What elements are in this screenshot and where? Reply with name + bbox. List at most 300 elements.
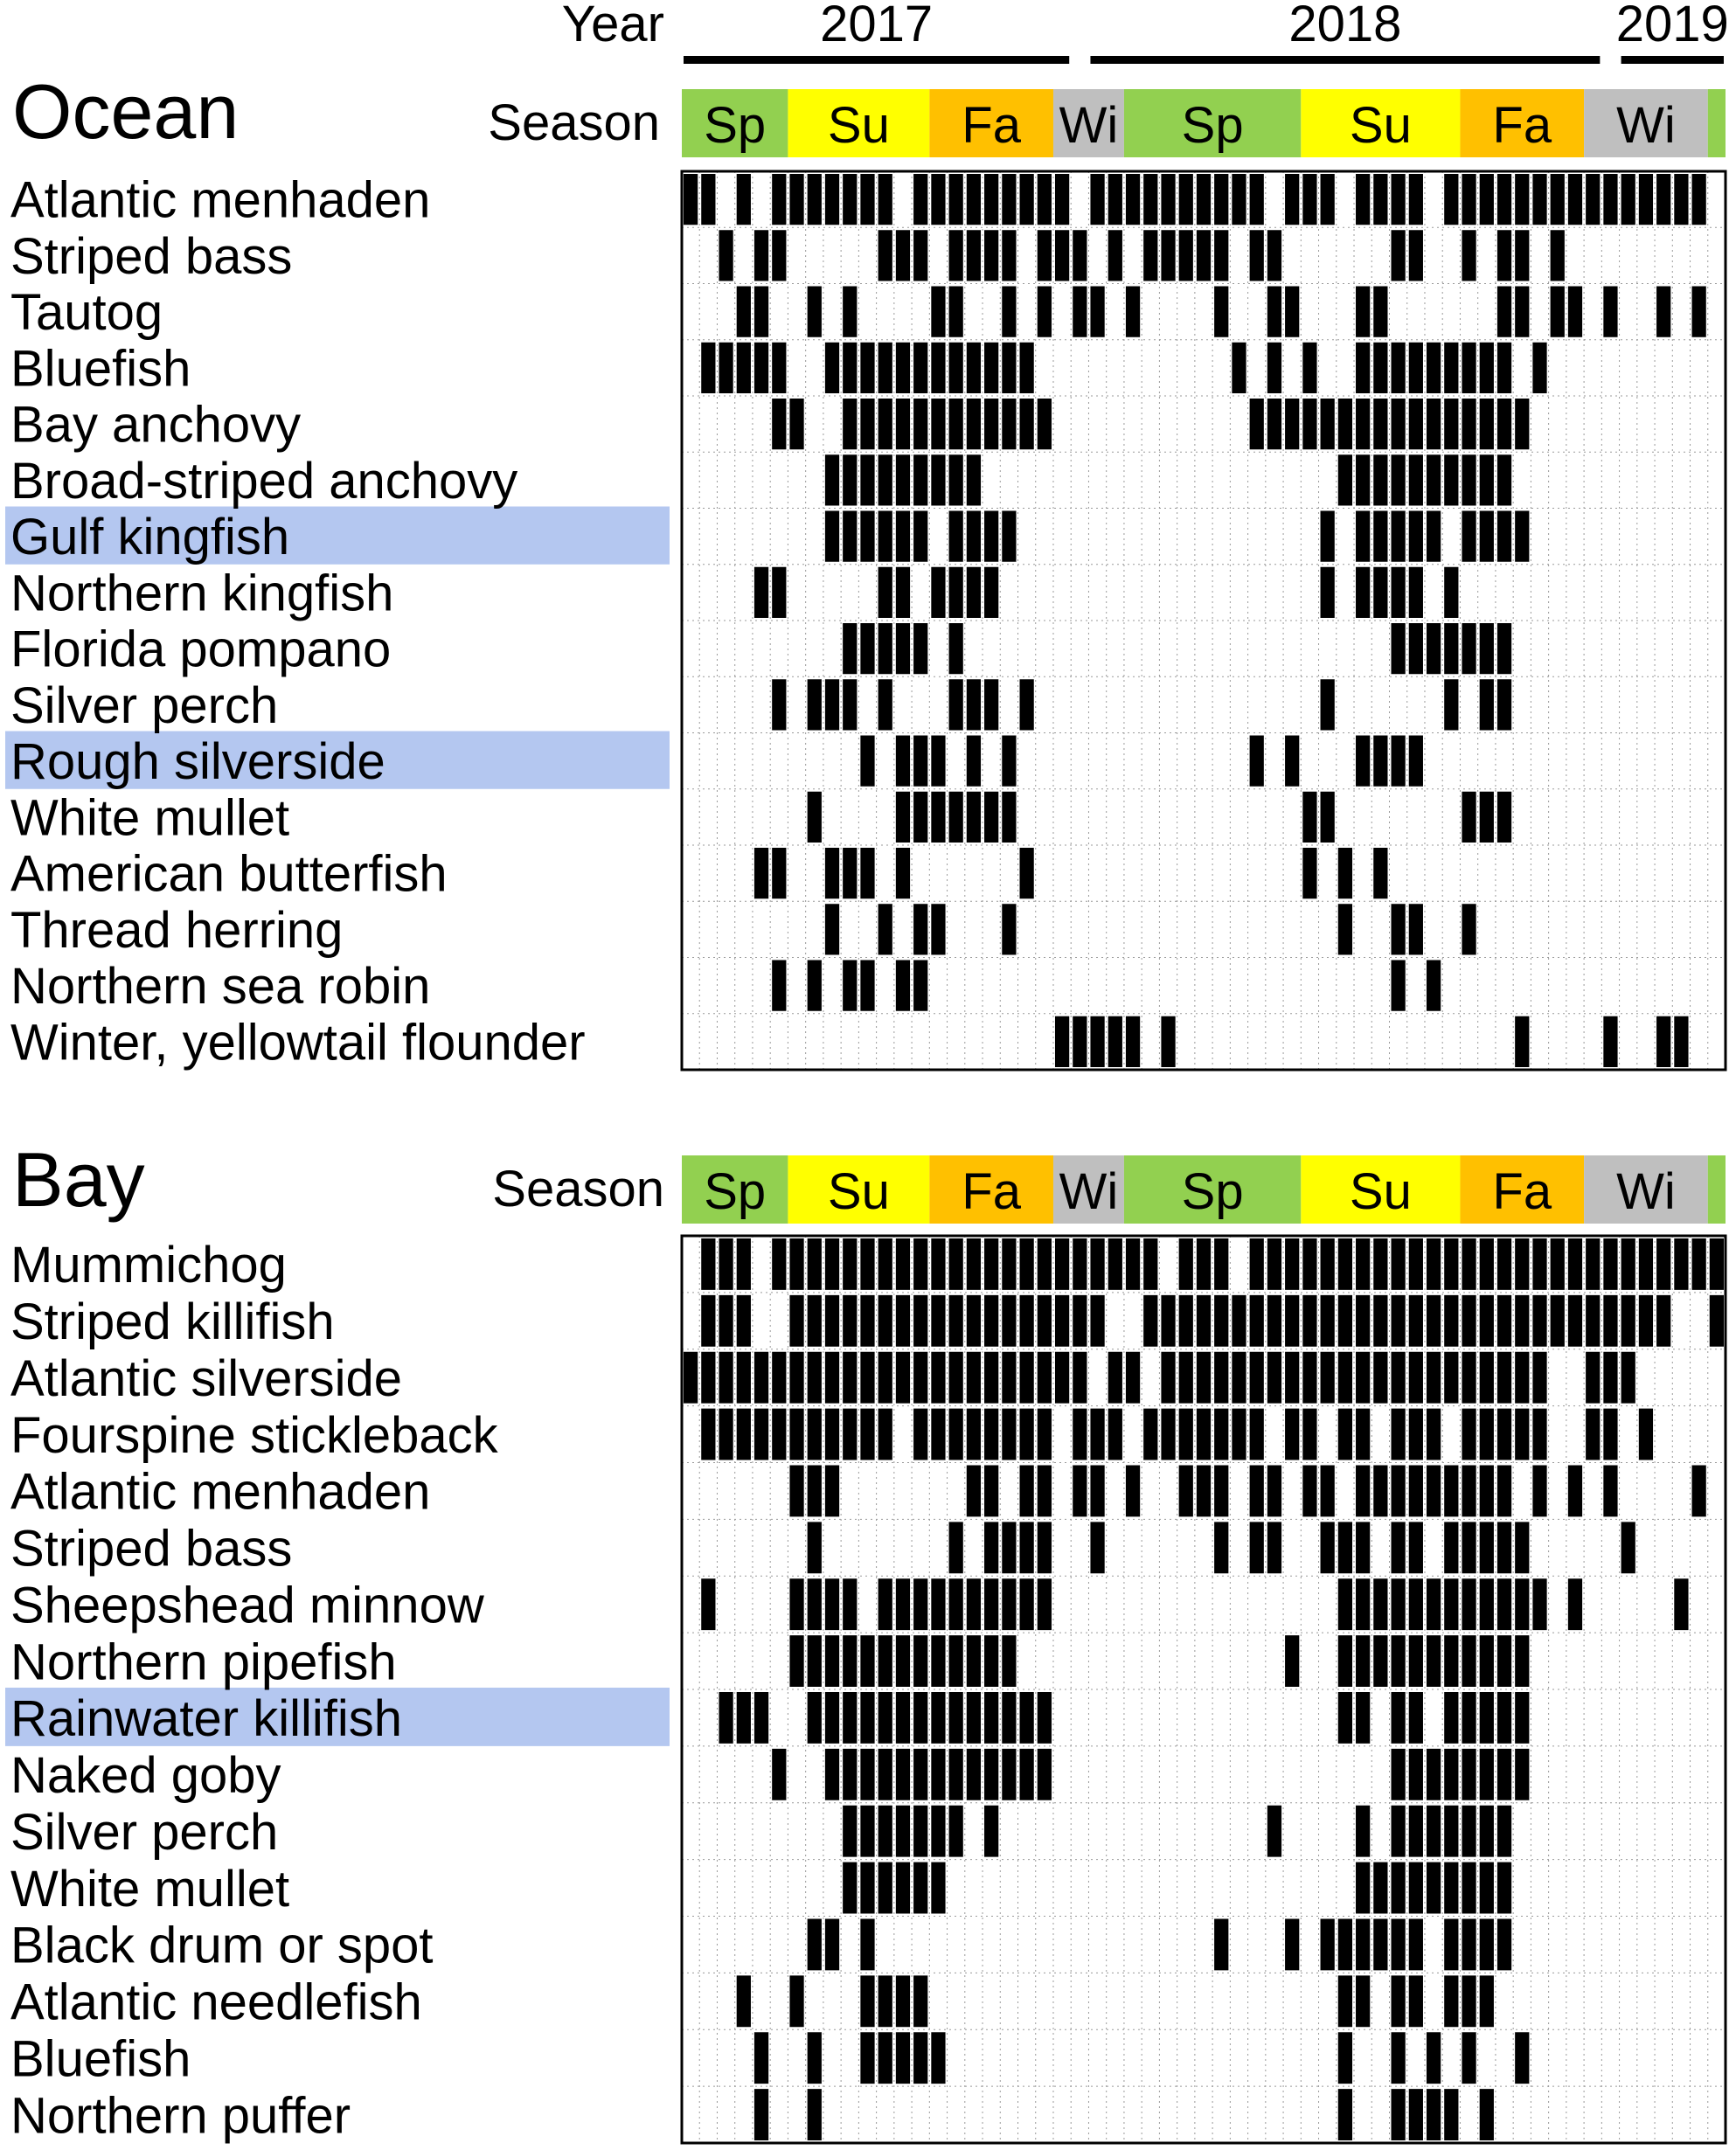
ocean-cell-tautog-25: [1126, 287, 1140, 337]
bay-species-label-striped-bass: Striped bass: [10, 1520, 293, 1578]
bay-cell-naked-goby-20: [1038, 1749, 1052, 1800]
bay-cell-atlantic-silverside-35: [1302, 1352, 1316, 1404]
ocean-panel-title: Ocean: [12, 68, 240, 155]
ocean-species-label-broad-striped-anchovy: Broad-striped anchovy: [10, 452, 518, 510]
bay-cell-northern-pipefish-12: [896, 1635, 910, 1687]
ocean-cell-striped-bass-49: [1551, 230, 1565, 281]
bay-cell-mummichog-8: [825, 1238, 839, 1290]
ocean-cell-white-mullet-35: [1302, 792, 1316, 843]
ocean-cell-bay-anchovy-36: [1321, 399, 1335, 449]
ocean-cell-striped-bass-29: [1197, 230, 1211, 281]
ocean-cell-florida-pompano-15: [949, 623, 963, 674]
ocean-cell-silver-perch-19: [1020, 679, 1034, 730]
ocean-cell-atlantic-menhaden-45: [1480, 174, 1494, 225]
bay-season-label-2: Fa: [962, 1162, 1021, 1220]
ocean-cell-florida-pompano-11: [878, 623, 892, 674]
bay-cell-sheepshead-minnow-41: [1409, 1578, 1423, 1630]
ocean-cell-northern-kingfish-36: [1321, 567, 1335, 618]
ocean-cell-atlantic-menhaden-11: [878, 174, 892, 225]
bay-species-label-rainwater-killifish: Rainwater killifish: [10, 1690, 403, 1748]
bay-cell-striped-killifish-50: [1568, 1295, 1582, 1347]
bay-cell-fourspine-stickleback-5: [772, 1409, 786, 1460]
ocean-cell-silver-perch-15: [949, 679, 963, 730]
ocean-cell-rough-silverside-32: [1250, 736, 1264, 787]
ocean-cell-broad-striped-anchovy-8: [825, 454, 839, 505]
ocean-cell-atlantic-menhaden-31: [1232, 174, 1246, 225]
ocean-species-label-white-mullet: White mullet: [10, 789, 290, 847]
bay-cell-striped-bass-36: [1321, 1522, 1335, 1573]
bay-cell-atlantic-silverside-25: [1126, 1352, 1140, 1404]
bay-cell-striped-killifish-43: [1444, 1295, 1458, 1347]
ocean-cell-winter-yellowtail-flounder-47: [1515, 1016, 1529, 1067]
year-axis-label: Year: [561, 0, 664, 52]
bay-cell-sheepshead-minnow-15: [949, 1578, 963, 1630]
bay-cell-atlantic-silverside-1: [701, 1352, 715, 1404]
bay-cell-atlantic-menhaden-50: [1568, 1466, 1582, 1517]
ocean-cell-northern-sea-robin-13: [913, 961, 927, 1011]
ocean-cell-northern-kingfish-12: [896, 567, 910, 618]
ocean-cell-gulf-kingfish-40: [1391, 511, 1405, 562]
bay-cell-northern-pipefish-47: [1515, 1635, 1529, 1687]
bay-cell-fourspine-stickleback-17: [984, 1409, 998, 1460]
bay-cell-atlantic-silverside-47: [1515, 1352, 1529, 1404]
bay-cell-silver-perch-13: [913, 1806, 927, 1857]
ocean-cell-silver-perch-16: [967, 679, 981, 730]
ocean-cell-atlantic-menhaden-24: [1108, 174, 1122, 225]
bay-cell-naked-goby-44: [1462, 1749, 1476, 1800]
bay-cell-fourspine-stickleback-26: [1143, 1409, 1157, 1460]
ocean-cell-striped-bass-41: [1409, 230, 1423, 281]
ocean-cell-tautog-38: [1356, 287, 1370, 337]
bay-cell-fourspine-stickleback-23: [1090, 1409, 1104, 1460]
bay-cell-atlantic-needlefish-44: [1462, 1975, 1476, 2027]
ocean-cell-atlantic-menhaden-8: [825, 174, 839, 225]
ocean-cell-broad-striped-anchovy-16: [967, 454, 981, 505]
bay-cell-black-drum-or-spot-45: [1480, 1919, 1494, 1971]
ocean-cell-atlantic-menhaden-7: [808, 174, 822, 225]
bay-cell-northern-pipefish-13: [913, 1635, 927, 1687]
bay-cell-northern-pipefish-43: [1444, 1635, 1458, 1687]
bay-cell-mummichog-38: [1356, 1238, 1370, 1290]
ocean-cell-bluefish-9: [843, 343, 857, 393]
bay-cell-striped-killifish-6: [789, 1295, 803, 1347]
bay-cell-fourspine-stickleback-27: [1161, 1409, 1175, 1460]
bay-cell-naked-goby-43: [1444, 1749, 1458, 1800]
bay-cell-atlantic-menhaden-44: [1462, 1466, 1476, 1517]
ocean-cell-gulf-kingfish-17: [984, 511, 998, 562]
ocean-cell-bay-anchovy-16: [967, 399, 981, 449]
ocean-cell-gulf-kingfish-11: [878, 511, 892, 562]
bay-cell-atlantic-needlefish-43: [1444, 1975, 1458, 2027]
ocean-cell-northern-sea-robin-10: [860, 961, 874, 1011]
bay-cell-atlantic-silverside-43: [1444, 1352, 1458, 1404]
bay-cell-striped-killifish-39: [1373, 1295, 1387, 1347]
bay-cell-mummichog-58: [1710, 1238, 1724, 1290]
ocean-cell-atlantic-menhaden-56: [1674, 174, 1688, 225]
bay-species-label-mummichog: Mummichog: [10, 1237, 287, 1294]
bay-cell-atlantic-silverside-15: [949, 1352, 963, 1404]
ocean-species-label-gulf-kingfish: Gulf kingfish: [10, 509, 290, 566]
ocean-cell-bay-anchovy-14: [931, 399, 945, 449]
bay-cell-striped-killifish-13: [913, 1295, 927, 1347]
bay-cell-striped-killifish-1: [701, 1295, 715, 1347]
bay-cell-white-mullet-14: [931, 1862, 945, 1914]
ocean-cell-northern-sea-robin-42: [1427, 961, 1441, 1011]
bay-cell-fourspine-stickleback-6: [789, 1409, 803, 1460]
bay-cell-sheepshead-minnow-37: [1338, 1578, 1352, 1630]
bay-cell-atlantic-silverside-20: [1038, 1352, 1052, 1404]
bay-cell-striped-bass-44: [1462, 1522, 1476, 1573]
ocean-cell-tautog-22: [1073, 287, 1087, 337]
bay-cell-mummichog-48: [1532, 1238, 1546, 1290]
bay-cell-atlantic-silverside-53: [1621, 1352, 1635, 1404]
bay-cell-naked-goby-18: [1002, 1749, 1016, 1800]
bay-cell-black-drum-or-spot-37: [1338, 1919, 1352, 1971]
ocean-cell-rough-silverside-34: [1285, 736, 1299, 787]
bay-cell-bluefish-4: [754, 2032, 768, 2084]
bay-cell-fourspine-stickleback-28: [1179, 1409, 1193, 1460]
ocean-cell-bluefish-33: [1267, 343, 1281, 393]
bay-cell-atlantic-silverside-39: [1373, 1352, 1387, 1404]
ocean-cell-bluefish-8: [825, 343, 839, 393]
bay-cell-silver-perch-44: [1462, 1806, 1476, 1857]
bay-cell-mummichog-47: [1515, 1238, 1529, 1290]
bay-cell-sheepshead-minnow-19: [1020, 1578, 1034, 1630]
ocean-cell-silver-perch-7: [808, 679, 822, 730]
bay-cell-atlantic-silverside-14: [931, 1352, 945, 1404]
bay-cell-mummichog-53: [1621, 1238, 1635, 1290]
bay-cell-northern-pipefish-44: [1462, 1635, 1476, 1687]
bay-cell-fourspine-stickleback-29: [1197, 1409, 1211, 1460]
bay-cell-fourspine-stickleback-9: [843, 1409, 857, 1460]
ocean-cell-bay-anchovy-9: [843, 399, 857, 449]
bay-cell-rainwater-killifish-40: [1391, 1692, 1405, 1744]
bay-cell-atlantic-needlefish-37: [1338, 1975, 1352, 2027]
bay-cell-mummichog-32: [1250, 1238, 1264, 1290]
ocean-cell-bluefish-18: [1002, 343, 1016, 393]
ocean-cell-florida-pompano-43: [1444, 623, 1458, 674]
ocean-cell-florida-pompano-40: [1391, 623, 1405, 674]
bay-cell-atlantic-silverside-32: [1250, 1352, 1264, 1404]
bay-cell-striped-killifish-36: [1321, 1295, 1335, 1347]
bay-cell-mummichog-45: [1480, 1238, 1494, 1290]
bay-cell-striped-killifish-41: [1409, 1295, 1423, 1347]
ocean-species-label-winter-yellowtail-flounder: Winter, yellowtail flounder: [10, 1014, 586, 1072]
ocean-cell-bay-anchovy-11: [878, 399, 892, 449]
bay-cell-striped-killifish-10: [860, 1295, 874, 1347]
bay-cell-fourspine-stickleback-48: [1532, 1409, 1546, 1460]
ocean-cell-gulf-kingfish-41: [1409, 511, 1423, 562]
bay-cell-striped-killifish-55: [1656, 1295, 1670, 1347]
bay-cell-mummichog-7: [808, 1238, 822, 1290]
bay-cell-mummichog-20: [1038, 1238, 1052, 1290]
bay-cell-fourspine-stickleback-42: [1427, 1409, 1441, 1460]
bay-cell-white-mullet-45: [1480, 1862, 1494, 1914]
bay-cell-naked-goby-15: [949, 1749, 963, 1800]
bay-cell-fourspine-stickleback-46: [1497, 1409, 1511, 1460]
bay-cell-fourspine-stickleback-30: [1214, 1409, 1228, 1460]
ocean-species-label-northern-kingfish: Northern kingfish: [10, 565, 394, 622]
bay-cell-naked-goby-40: [1391, 1749, 1405, 1800]
ocean-cell-gulf-kingfish-18: [1002, 511, 1016, 562]
ocean-cell-gulf-kingfish-15: [949, 511, 963, 562]
bay-cell-northern-pipefish-17: [984, 1635, 998, 1687]
bay-cell-northern-pipefish-38: [1356, 1635, 1370, 1687]
bay-cell-striped-killifish-7: [808, 1295, 822, 1347]
bay-cell-bluefish-47: [1515, 2032, 1529, 2084]
ocean-cell-tautog-46: [1497, 287, 1511, 337]
bay-cell-atlantic-silverside-24: [1108, 1352, 1122, 1404]
ocean-cell-striped-bass-2: [719, 230, 733, 281]
bay-cell-mummichog-56: [1674, 1238, 1688, 1290]
bay-cell-white-mullet-46: [1497, 1862, 1511, 1914]
ocean-species-label-tautog: Tautog: [10, 284, 163, 342]
bay-cell-mummichog-42: [1427, 1238, 1441, 1290]
bay-cell-silver-perch-40: [1391, 1806, 1405, 1857]
bay-cell-fourspine-stickleback-35: [1302, 1409, 1316, 1460]
ocean-cell-bluefish-19: [1020, 343, 1034, 393]
ocean-cell-thread-herring-11: [878, 904, 892, 954]
bay-cell-mummichog-46: [1497, 1238, 1511, 1290]
ocean-cell-gulf-kingfish-9: [843, 511, 857, 562]
ocean-cell-atlantic-menhaden-15: [949, 174, 963, 225]
bay-cell-silver-perch-11: [878, 1806, 892, 1857]
ocean-cell-broad-striped-anchovy-41: [1409, 454, 1423, 505]
bay-cell-northern-pipefish-37: [1338, 1635, 1352, 1687]
bay-cell-fourspine-stickleback-31: [1232, 1409, 1246, 1460]
ocean-species-label-thread-herring: Thread herring: [10, 901, 344, 959]
bay-cell-sheepshead-minnow-9: [843, 1578, 857, 1630]
bay-species-label-striped-killifish: Striped killifish: [10, 1293, 335, 1351]
bay-cell-atlantic-silverside-4: [754, 1352, 768, 1404]
bay-cell-atlantic-menhaden-23: [1090, 1466, 1104, 1517]
ocean-cell-atlantic-menhaden-5: [772, 174, 786, 225]
ocean-cell-white-mullet-7: [808, 792, 822, 843]
bay-cell-fourspine-stickleback-22: [1073, 1409, 1087, 1460]
bay-cell-atlantic-menhaden-42: [1427, 1466, 1441, 1517]
bay-cell-northern-puffer-41: [1409, 2089, 1423, 2140]
bay-cell-mummichog-15: [949, 1238, 963, 1290]
ocean-cell-rough-silverside-12: [896, 736, 910, 787]
bay-cell-striped-killifish-26: [1143, 1295, 1157, 1347]
ocean-cell-atlantic-menhaden-41: [1409, 174, 1423, 225]
bay-cell-striped-killifish-8: [825, 1295, 839, 1347]
bay-cell-sheepshead-minnow-1: [701, 1578, 715, 1630]
bay-species-label-atlantic-needlefish: Atlantic needlefish: [10, 1973, 422, 2031]
ocean-cell-northern-kingfish-16: [967, 567, 981, 618]
bay-cell-striped-bass-30: [1214, 1522, 1228, 1573]
bay-cell-rainwater-killifish-14: [931, 1692, 945, 1744]
bay-cell-striped-killifish-31: [1232, 1295, 1246, 1347]
bay-cell-mummichog-5: [772, 1238, 786, 1290]
bay-cell-atlantic-menhaden-7: [808, 1466, 822, 1517]
bay-cell-white-mullet-11: [878, 1862, 892, 1914]
bay-cell-mummichog-33: [1267, 1238, 1281, 1290]
ocean-cell-american-butterfish-19: [1020, 848, 1034, 898]
ocean-cell-white-mullet-12: [896, 792, 910, 843]
ocean-cell-atlantic-menhaden-3: [737, 174, 751, 225]
ocean-cell-bluefish-14: [931, 343, 945, 393]
bay-season-strip: [682, 1155, 1726, 1224]
ocean-cell-silver-perch-17: [984, 679, 998, 730]
bay-cell-striped-bass-38: [1356, 1522, 1370, 1573]
bay-cell-atlantic-silverside-11: [878, 1352, 892, 1404]
ocean-cell-broad-striped-anchovy-43: [1444, 454, 1458, 505]
bay-cell-white-mullet-13: [913, 1862, 927, 1914]
bay-cell-striped-bass-45: [1480, 1522, 1494, 1573]
bay-cell-atlantic-silverside-40: [1391, 1352, 1405, 1404]
ocean-cell-atlantic-menhaden-17: [984, 174, 998, 225]
bay-cell-atlantic-silverside-46: [1497, 1352, 1511, 1404]
ocean-cell-tautog-52: [1603, 287, 1617, 337]
ocean-cell-silver-perch-8: [825, 679, 839, 730]
ocean-cell-florida-pompano-45: [1480, 623, 1494, 674]
ocean-cell-bay-anchovy-15: [949, 399, 963, 449]
bay-cell-black-drum-or-spot-46: [1497, 1919, 1511, 1971]
bay-panel: [5, 1136, 1726, 2144]
bay-cell-atlantic-silverside-3: [737, 1352, 751, 1404]
bay-cell-atlantic-silverside-29: [1197, 1352, 1211, 1404]
ocean-cell-florida-pompano-44: [1462, 623, 1476, 674]
bay-cell-striped-killifish-9: [843, 1295, 857, 1347]
bay-cell-northern-pipefish-18: [1002, 1635, 1016, 1687]
bay-cell-atlantic-silverside-9: [843, 1352, 857, 1404]
bay-cell-atlantic-menhaden-19: [1020, 1466, 1034, 1517]
bay-cell-bluefish-44: [1462, 2032, 1476, 2084]
bay-cell-silver-perch-42: [1427, 1806, 1441, 1857]
bay-cell-sheepshead-minnow-18: [1002, 1578, 1016, 1630]
bay-cell-mummichog-6: [789, 1238, 803, 1290]
ocean-cell-striped-bass-20: [1038, 230, 1052, 281]
ocean-cell-tautog-57: [1692, 287, 1706, 337]
ocean-cell-tautog-39: [1373, 287, 1387, 337]
ocean-cell-winter-yellowtail-flounder-25: [1126, 1016, 1140, 1067]
ocean-cell-atlantic-menhaden-54: [1639, 174, 1653, 225]
bay-cell-fourspine-stickleback-52: [1603, 1409, 1617, 1460]
bay-cell-mummichog-17: [984, 1238, 998, 1290]
bay-cell-striped-killifish-35: [1302, 1295, 1316, 1347]
ocean-cell-bay-anchovy-18: [1002, 399, 1016, 449]
ocean-cell-striped-bass-22: [1073, 230, 1087, 281]
ocean-cell-striped-bass-18: [1002, 230, 1016, 281]
ocean-cell-atlantic-menhaden-9: [843, 174, 857, 225]
bay-cell-rainwater-killifish-2: [719, 1692, 733, 1744]
bay-cell-mummichog-34: [1285, 1238, 1299, 1290]
bay-cell-fourspine-stickleback-32: [1250, 1409, 1264, 1460]
bay-cell-atlantic-menhaden-6: [789, 1466, 803, 1517]
bay-cell-mummichog-3: [737, 1238, 751, 1290]
bay-cell-silver-perch-33: [1267, 1806, 1281, 1857]
bay-cell-mummichog-16: [967, 1238, 981, 1290]
ocean-cell-tautog-20: [1038, 287, 1052, 337]
bay-cell-sheepshead-minnow-50: [1568, 1578, 1582, 1630]
bay-cell-sheepshead-minnow-11: [878, 1578, 892, 1630]
ocean-cell-broad-striped-anchovy-42: [1427, 454, 1441, 505]
ocean-cell-bay-anchovy-45: [1480, 399, 1494, 449]
ocean-cell-silver-perch-11: [878, 679, 892, 730]
ocean-cell-broad-striped-anchovy-40: [1391, 454, 1405, 505]
bay-cell-fourspine-stickleback-40: [1391, 1409, 1405, 1460]
bay-cell-atlantic-menhaden-45: [1480, 1466, 1494, 1517]
bay-season-label-7: Wi: [1616, 1162, 1676, 1220]
bay-cell-atlantic-needlefish-10: [860, 1975, 874, 2027]
bay-cell-northern-pipefish-8: [825, 1635, 839, 1687]
ocean-cell-atlantic-menhaden-39: [1373, 174, 1387, 225]
bay-cell-striped-killifish-3: [737, 1295, 751, 1347]
bay-cell-atlantic-silverside-30: [1214, 1352, 1228, 1404]
bay-cell-atlantic-menhaden-20: [1038, 1466, 1052, 1517]
ocean-cell-tautog-55: [1656, 287, 1670, 337]
bay-cell-fourspine-stickleback-13: [913, 1409, 927, 1460]
bay-cell-silver-perch-14: [931, 1806, 945, 1857]
bay-cell-white-mullet-44: [1462, 1862, 1476, 1914]
ocean-cell-silver-perch-43: [1444, 679, 1458, 730]
ocean-cell-gulf-kingfish-8: [825, 511, 839, 562]
ocean-cell-striped-bass-17: [984, 230, 998, 281]
bay-cell-fourspine-stickleback-3: [737, 1409, 751, 1460]
bay-cell-atlantic-silverside-28: [1179, 1352, 1193, 1404]
bay-cell-mummichog-29: [1197, 1238, 1211, 1290]
bay-cell-naked-goby-16: [967, 1749, 981, 1800]
bay-cell-atlantic-silverside-45: [1480, 1352, 1494, 1404]
bay-cell-atlantic-silverside-31: [1232, 1352, 1246, 1404]
bay-species-label-black-drum-or-spot: Black drum or spot: [10, 1917, 434, 1974]
bay-cell-mummichog-44: [1462, 1238, 1476, 1290]
ocean-cell-broad-striped-anchovy-12: [896, 454, 910, 505]
bay-cell-naked-goby-9: [843, 1749, 857, 1800]
ocean-cell-atlantic-menhaden-30: [1214, 174, 1228, 225]
year-bar-2019: [1621, 56, 1724, 64]
bay-cell-striped-killifish-53: [1621, 1295, 1635, 1347]
bay-cell-atlantic-menhaden-52: [1603, 1466, 1617, 1517]
ocean-cell-white-mullet-14: [931, 792, 945, 843]
ocean-cell-rough-silverside-14: [931, 736, 945, 787]
bay-species-label-fourspine-stickleback: Fourspine stickleback: [10, 1406, 498, 1464]
bay-cell-fourspine-stickleback-44: [1462, 1409, 1476, 1460]
ocean-cell-white-mullet-44: [1462, 792, 1476, 843]
ocean-species-label-striped-bass: Striped bass: [10, 227, 293, 285]
bay-cell-striped-killifish-44: [1462, 1295, 1476, 1347]
bay-cell-mummichog-25: [1126, 1238, 1140, 1290]
ocean-cell-striped-bass-27: [1161, 230, 1175, 281]
ocean-cell-bluefish-5: [772, 343, 786, 393]
bay-cell-atlantic-menhaden-28: [1179, 1466, 1193, 1517]
ocean-cell-silver-perch-45: [1480, 679, 1494, 730]
ocean-cell-tautog-3: [737, 287, 751, 337]
ocean-cell-gulf-kingfish-44: [1462, 511, 1476, 562]
bay-cell-striped-killifish-37: [1338, 1295, 1352, 1347]
bay-season-label-1: Su: [827, 1162, 890, 1220]
bay-cell-black-drum-or-spot-36: [1321, 1919, 1335, 1971]
bay-cell-northern-puffer-4: [754, 2089, 768, 2140]
bay-cell-mummichog-12: [896, 1238, 910, 1290]
ocean-season-label-3: Wi: [1059, 96, 1119, 154]
bay-cell-striped-killifish-16: [967, 1295, 981, 1347]
bay-cell-northern-pipefish-6: [789, 1635, 803, 1687]
bay-cell-mummichog-10: [860, 1238, 874, 1290]
ocean-cell-bluefish-17: [984, 343, 998, 393]
bay-cell-striped-bass-41: [1409, 1522, 1423, 1573]
bay-cell-striped-killifish-22: [1073, 1295, 1087, 1347]
ocean-cell-florida-pompano-46: [1497, 623, 1511, 674]
bay-cell-rainwater-killifish-43: [1444, 1692, 1458, 1744]
ocean-cell-northern-kingfish-41: [1409, 567, 1423, 618]
bay-cell-atlantic-needlefish-41: [1409, 1975, 1423, 2027]
ocean-cell-american-butterfish-9: [843, 848, 857, 898]
bay-cell-rainwater-killifish-3: [737, 1692, 751, 1744]
ocean-cell-gulf-kingfish-46: [1497, 511, 1511, 562]
bay-cell-rainwater-killifish-37: [1338, 1692, 1352, 1744]
